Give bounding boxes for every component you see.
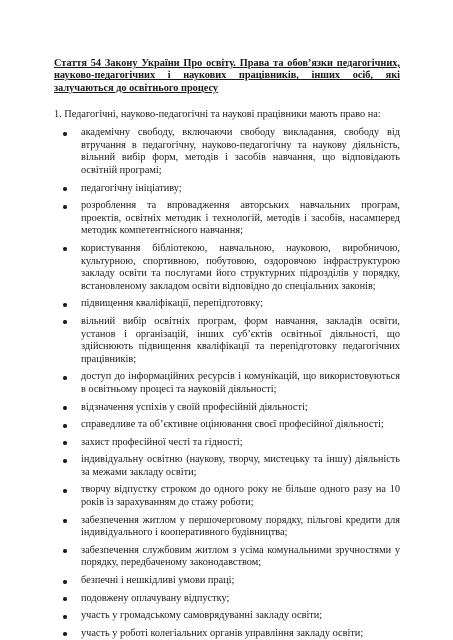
list-item: [54, 371, 400, 396]
list-item: [54, 200, 400, 238]
list-item: [54, 545, 400, 570]
bullet-icon: [63, 187, 67, 191]
list-item-text: підвищення кваліфікації, перепідготовку;: [81, 298, 264, 310]
list-item: [54, 515, 400, 540]
list-item: [54, 402, 400, 415]
list-item: [54, 593, 400, 606]
list-item-text: розроблення та впровадження авторських навчальних програм, проектів, освітніх методик і технологій, методів і засобів, насамперед методик компетентнісного навчання;: [81, 200, 400, 237]
bullet-icon: [63, 320, 67, 324]
list-item-text: захист професійної честі та гідності;: [81, 436, 243, 448]
list-item-text: доступ до інформаційних ресурсів і комунікацій, що використовуються в освітньому процесі та науковій діяльності;: [81, 371, 400, 395]
article-intro: 1. Педагогічні, науково-педагогічні та наукові працівники мають право на:: [54, 109, 381, 121]
list-item: [54, 575, 400, 588]
bullet-icon: [63, 247, 67, 251]
list-item-text: творчу відпустку строком до одного року не більше одного разу на 10 років із зарахуванням до стажу роботи;: [81, 484, 400, 509]
list-item-text: справедливе та об’єктивне оцінювання своєї професійної діяльності;: [81, 419, 384, 431]
list-item: [54, 419, 400, 432]
list-item: [54, 628, 400, 640]
list-item-text: участь у роботі колегіальних органів управління закладу освіти;: [81, 627, 364, 639]
list-item-text: вільний вибір освітніх програм, форм навчання, закладів освіти, установ і організацій, інших суб’єктів освітньої діяльності, що здійснюють підвищення кваліфікації та перепідготовку педагогічних працівників;: [81, 315, 400, 365]
list-item-text: безпечні і нешкідливі умови праці;: [81, 575, 235, 587]
list-item-text: відзначення успіхів у своїй професійній діяльності;: [81, 401, 308, 413]
bullet-icon: [63, 441, 67, 445]
bullet-icon: [63, 615, 67, 619]
bullet-icon: [63, 132, 67, 136]
list-item: [54, 183, 400, 196]
bullet-icon: [63, 632, 67, 636]
bullet-icon: [63, 205, 67, 209]
list-item: [54, 437, 400, 450]
list-item: [54, 610, 400, 623]
list-item: [54, 316, 400, 366]
list-item-text: забезпечення службовим житлом з усіма комунальними зручностями у порядку, передбаченому законодавством;: [81, 544, 400, 569]
bullet-icon: [63, 489, 67, 493]
bullet-icon: [63, 303, 67, 307]
bullet-icon: [63, 406, 67, 410]
list-item-text: користування бібліотекою, навчальною, науковою, виробничою, культурною, спортивною, побутовою, оздоровчою інфраструктурою закладу освіти та послугами його структурних підрозділів у порядку, встановленому закладом освіти відповідно до спеціальних законів;: [81, 242, 400, 292]
bullet-icon: [63, 519, 67, 523]
list-item: [54, 298, 400, 311]
bullet-icon: [63, 580, 67, 584]
bullet-icon: [63, 549, 67, 553]
list-item-text: подовжену оплачувану відпустку;: [81, 592, 230, 604]
list-item: [54, 484, 400, 509]
list-item-text: академічну свободу, включаючи свободу викладання, свободу від втручання в педагогічну, науково-педагогічну та наукову діяльність, вільний вибір форм, методів і засобів навчання, що відповідають освітній програмі;: [81, 127, 400, 176]
list-item-text: педагогічну ініціативу;: [81, 182, 182, 194]
bullet-icon: [63, 597, 67, 601]
rights-list: [54, 127, 400, 640]
list-item: [54, 243, 400, 293]
list-item: [54, 127, 400, 177]
bullet-icon: [63, 424, 67, 428]
list-item-text: участь у громадському самоврядуванні закладу освіти;: [81, 610, 323, 622]
list-item-text: індивідуальну освітню (наукову, творчу, мистецьку та іншу) діяльність за межами закладу освіти;: [81, 454, 400, 478]
bullet-icon: [63, 376, 67, 380]
article-title: Стаття 54 Закону України Про освіту. Права та обов’язки педагогічних, науково-педагогічних і наукових працівників, інших осіб, які залучаються до освітнього процесу: [54, 58, 400, 94]
list-item-text: забезпечення житлом у першочерговому порядку, пільгові кредити для індивідуального і кооперативного будівництва;: [81, 514, 400, 539]
list-item: [54, 454, 400, 479]
bullet-icon: [63, 459, 67, 463]
